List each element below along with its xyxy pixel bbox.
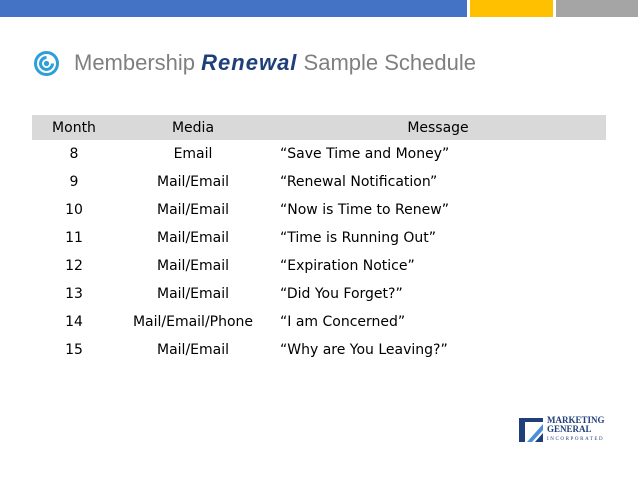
table-row — [32, 224, 606, 252]
message-cell: “Renewal Notification” — [280, 174, 438, 190]
month-cell: 13 — [65, 286, 83, 302]
month-cell: 15 — [65, 342, 83, 358]
header-media: Media — [116, 120, 270, 136]
renewal-schedule-table — [32, 115, 606, 364]
logo-line-3: INCORPORATED — [547, 437, 605, 442]
logo-line-2: GENERAL — [547, 424, 592, 434]
message-cell: “I am Concerned” — [280, 314, 406, 330]
month-cell: 14 — [65, 314, 83, 330]
message-cell: “Why are You Leaving?” — [280, 342, 448, 358]
top-color-bar — [0, 0, 638, 17]
table-row — [32, 336, 606, 364]
top-bar-blue-segment — [0, 0, 467, 17]
media-cell: Email — [173, 146, 213, 162]
table-row — [32, 252, 606, 280]
media-cell: Mail/Email — [157, 286, 229, 302]
title-prefix: Membership — [74, 50, 202, 75]
message-cell: “Did You Forget?” — [280, 286, 403, 302]
message-cell: “Save Time and Money” — [280, 146, 450, 162]
table-row — [32, 168, 606, 196]
media-cell: Mail/Email — [157, 230, 229, 246]
table-row — [32, 308, 606, 336]
target-ring-icon — [33, 50, 60, 77]
slide-title — [33, 48, 476, 78]
media-cell: Mail/Email — [157, 174, 229, 190]
marketing-general-logo-icon — [519, 416, 544, 444]
logo-line-1: MARKETING — [547, 415, 605, 425]
logo-wordmark — [547, 416, 605, 444]
slide-title-text — [74, 50, 476, 76]
header-message: Message — [407, 119, 469, 136]
table-body — [32, 140, 606, 364]
company-logo — [519, 416, 605, 444]
title-suffix: Sample Schedule — [297, 50, 476, 75]
media-cell: Mail/Email — [157, 258, 229, 274]
top-bar-yellow-segment — [470, 0, 553, 17]
month-cell: 8 — [69, 146, 79, 162]
table-row — [32, 196, 606, 224]
month-cell: 11 — [65, 230, 83, 246]
table-header-row — [32, 115, 606, 140]
table-row — [32, 280, 606, 308]
media-cell: Mail/Email/Phone — [132, 314, 254, 330]
header-month: Month — [32, 120, 116, 136]
month-cell: 9 — [69, 174, 79, 190]
table-row — [32, 140, 606, 168]
month-cell: 10 — [65, 202, 83, 218]
message-cell: “Time is Running Out” — [280, 230, 437, 246]
media-cell: Mail/Email — [157, 342, 229, 358]
message-cell: “Expiration Notice” — [280, 258, 415, 274]
title-accent-word: Renewal — [201, 50, 298, 75]
month-cell: 12 — [65, 258, 83, 274]
message-cell: “Now is Time to Renew” — [280, 202, 449, 218]
top-bar-gray-segment — [556, 0, 638, 17]
media-cell: Mail/Email — [157, 202, 229, 218]
